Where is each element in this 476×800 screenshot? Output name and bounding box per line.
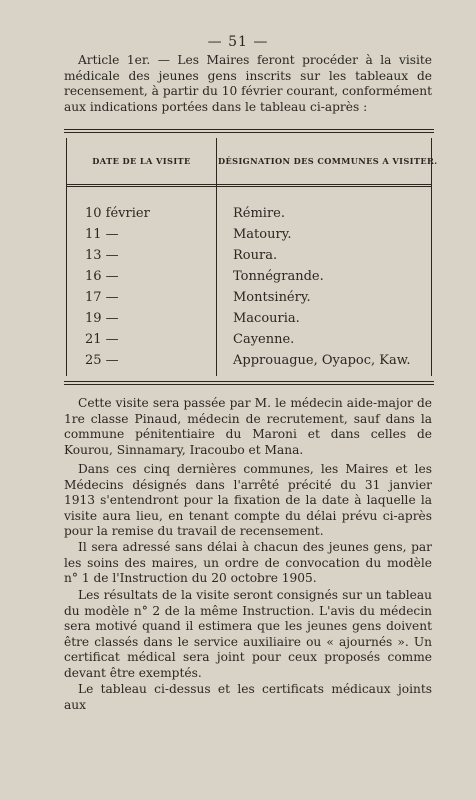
table-row xyxy=(67,206,431,227)
header-commune: DÉSIGNATION DES COMMUNES A VISITER. xyxy=(218,156,438,166)
header-rule xyxy=(67,184,431,187)
table-row xyxy=(67,227,431,248)
commune-name: Matoury. xyxy=(233,227,292,242)
visit-date: 13 — xyxy=(85,248,119,263)
commune-name: Roura. xyxy=(233,248,278,263)
article-paragraph: Article 1er. — Les Maires feront procéder à la visite médicale des jeunes gens inscrits sur les tableaux de recensement, à partir du 10 février courant, conformément aux indications portées dans le tableau ci-après : xyxy=(64,53,432,114)
header-date: DATE DE LA VISITE xyxy=(92,156,191,166)
visit-date: 10 février xyxy=(85,206,150,221)
table-row xyxy=(67,353,431,374)
commune-name: Montsinéry. xyxy=(233,290,311,305)
table-row xyxy=(67,332,431,353)
visit-schedule-table xyxy=(64,129,438,385)
commune-name: Macouria. xyxy=(233,311,300,326)
table-row xyxy=(67,290,431,311)
visit-date: 19 — xyxy=(85,311,119,326)
commune-name: Approuague, Oyapoc, Kaw. xyxy=(233,353,411,368)
visit-date: 21 — xyxy=(85,332,119,347)
commune-name: Rémire. xyxy=(233,206,286,221)
body-paragraph: Dans ces cinq dernières communes, les Maires et les Médecins désignés dans l'arrêté précité du 31 janvier 1913 s'entendront pour la fixation de la date à laquelle la visite aura lieu, en tenant compte du délai prévu ci-après pour la remise du travail de recensement. xyxy=(64,462,432,538)
table-frame xyxy=(66,138,438,376)
table-row xyxy=(67,269,431,290)
visit-date: 11 — xyxy=(85,227,119,242)
body-paragraph: Les résultats de la visite seront consignés sur un tableau du modèle n° 2 de la même Instruction. L'avis du médecin sera motivé quand il estimera que les jeunes gens doivent être classés dans le service auxiliaire ou « ajournés ». Un certificat médical sera joint pour ceux proposés comme devant être exemptés. xyxy=(64,588,432,680)
commune-name: Cayenne. xyxy=(233,332,295,347)
commune-name: Tonnégrande. xyxy=(233,269,324,284)
body-paragraph: Le tableau ci-dessus et les certificats médicaux joints aux xyxy=(64,682,432,712)
visit-date: 25 — xyxy=(85,353,119,368)
page-number: — 51 — xyxy=(207,34,269,50)
body-paragraph: Il sera adressé sans délai à chacun des jeunes gens, par les soins des maires, un ordre de convocation du modèle n° 1 de l'Instruction du 20 octobre 1905. xyxy=(64,540,432,585)
body-paragraph: Cette visite sera passée par M. le médecin aide-major de 1re classe Pinaud, médecin de recrutement, sauf dans la commune pénitentiaire du Maroni et dans celles de Kourou, Sinnamary, Iracoubo et Mana. xyxy=(64,396,432,457)
visit-date: 16 — xyxy=(85,269,119,284)
table-row xyxy=(67,248,431,269)
visit-date: 17 — xyxy=(85,290,119,305)
table-row xyxy=(67,311,431,332)
